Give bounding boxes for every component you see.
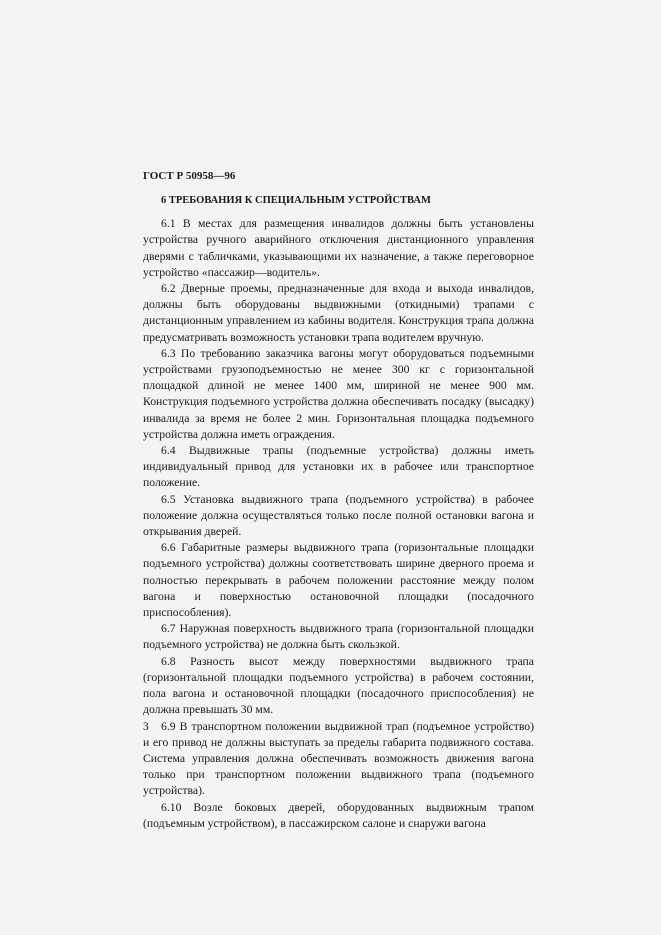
document-body — [143, 193, 534, 832]
paragraph-6-8: 6.8 Разность высот между поверхностями выдвижного трапа (горизонтальной площадки подъемного устройства) в рабочем состоянии, пола вагона и остановочной площадки (посадочного приспособления) не должна превышать 30 мм. — [143, 654, 534, 717]
paragraph-6-9: 6.9 В транспортном положении выдвижной трап (подъемное устройство) и его привод не должны выступать за пределы габарита подвижного состава. Система управления должна обеспечивать возможность движения вагона только при транспортном положении выдвижного трапа (подъемного устройства). — [143, 719, 534, 798]
paragraph-6-7: 6.7 Наружная поверхность выдвижного трапа (горизонтальной площадки подъемного устройства) не должна быть скользкой. — [143, 622, 534, 652]
paragraph-6-3: 6.3 По требованию заказчика вагоны могут оборудоваться подъемными устройствами грузоподъемностью не менее 300 кг с горизонтальной площадкой длиной не менее 1400 мм, шириной не менее 900 мм. Конструкция подъемного устройства должна обеспечивать посадку (высадку) инвалида за время не более 2 мин. Горизонтальная площадка подъемного устройства должна иметь ограждения. — [143, 346, 534, 441]
section-title: 6 ТРЕБОВАНИЯ К СПЕЦИАЛЬНЫМ УСТРОЙСТВАМ — [161, 195, 431, 206]
document-code-header: ГОСТ Р 50958—96 — [143, 170, 236, 182]
paragraph-6-6: 6.6 Габаритные размеры выдвижного трапа (горизонтальные площадки подъемного устройства) должны соответствовать ширине дверного проема и полностью перекрывать в рабочем положении расстояние между полом вагона и поверхностью остановочной площадки (посадочного приспособления). — [143, 541, 534, 620]
paragraph-6-2: 6.2 Дверные проемы, предназначенные для входа и выхода инвалидов, должны быть оборудованы выдвижными (откидными) трапами с дистанционным управлением из кабины водителя. Конструкция трапа должна предусматривать возможность установки трапа водителем вручную. — [143, 282, 534, 344]
paragraph-6-1: 6.1 В местах для размещения инвалидов должны быть установлены устройства ручного аварийного отключения дистанционного управления дверями с табличками, указывающими их назначение, а также переговорное устройство «пассажир—водитель». — [143, 217, 534, 279]
paragraph-6-5: 6.5 Установка выдвижного трапа (подъемного устройства) в рабочее положение должна осуществляться только после полной остановки вагона и открывания дверей. — [143, 492, 534, 539]
paragraph-6-4: 6.4 Выдвижные трапы (подъемные устройства) должны иметь индивидуальный привод для установки их в рабочее или транспортное положение. — [143, 444, 534, 490]
page-number: 3 — [143, 721, 149, 733]
paragraph-6-10: 6.10 Возле боковых дверей, оборудованных выдвижным трапом (подъемным устройством), в пассажирском салоне и снаружи вагона — [143, 800, 534, 830]
